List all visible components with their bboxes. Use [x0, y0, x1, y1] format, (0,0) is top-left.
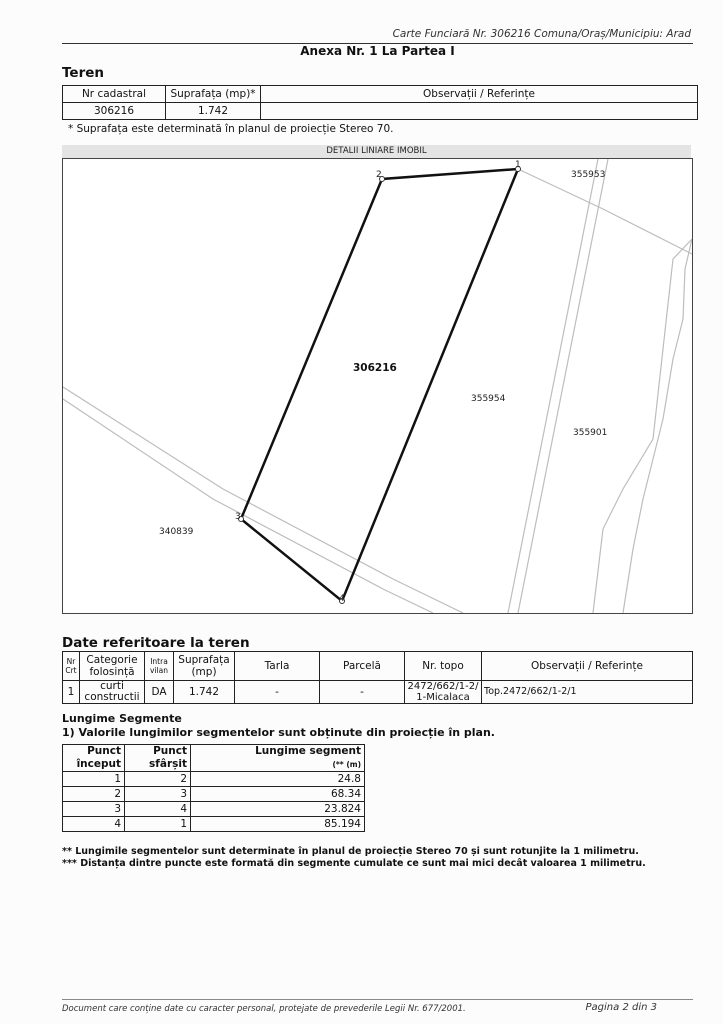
- segmente-title: Lungime Segmente: [62, 712, 182, 725]
- teren-table: [62, 85, 698, 120]
- seg-start: 1: [63, 772, 125, 787]
- col-header-lungime: [191, 745, 365, 772]
- seg-end: 2: [125, 772, 191, 787]
- col-header-suprafata: Suprafața (mp): [174, 652, 235, 681]
- col-header-categorie: Categorie folosință: [80, 652, 145, 681]
- row-nr-crt: 1: [63, 681, 80, 704]
- row-suprafata: 1.742: [174, 681, 235, 704]
- lungime-label: Lungime segment: [255, 745, 361, 757]
- map-drawing: [63, 159, 692, 613]
- col-header-parcela: Parcelă: [320, 652, 405, 681]
- seg-end: 4: [125, 802, 191, 817]
- neighbor-label-355953: 355953: [571, 170, 606, 180]
- seg-end: 3: [125, 787, 191, 802]
- page-number: Pagina 2 din 3: [585, 1002, 657, 1013]
- seg-len: 68.34: [191, 787, 365, 802]
- segmente-note-distanta: *** Distanța dintre puncte este formată din segmente cumulate ce sunt mai mici decât valoarea 1 milimetru.: [62, 858, 646, 869]
- seg-start: 2: [63, 787, 125, 802]
- col-header-cadastral: Nr cadastral: [63, 86, 166, 103]
- segmente-table: [62, 744, 365, 832]
- seg-start: 3: [63, 802, 125, 817]
- point-label-1: 1: [515, 160, 521, 170]
- row-parcela: -: [320, 681, 405, 704]
- row-categorie: curti constructii: [80, 681, 145, 704]
- row-observatii: Top.2472/662/1-2/1: [482, 681, 693, 704]
- neighbor-label-340839: 340839: [159, 527, 194, 537]
- table-row: [63, 787, 365, 802]
- section-title-teren: Teren: [62, 65, 104, 81]
- suprafata-value: 1.742: [166, 103, 261, 120]
- cadastral-value: 306216: [63, 103, 166, 120]
- header-carte-funciara: Carte Funciară Nr. 306216 Comuna/Oraș/Municipiu: Arad: [392, 28, 691, 40]
- row-tarla: -: [235, 681, 320, 704]
- segmente-subtitle: 1) Valorile lungimilor segmentelor sunt obținute din proiecție în plan.: [62, 726, 495, 739]
- parcel-label: 306216: [353, 362, 397, 374]
- date-teren-table: [62, 651, 693, 704]
- footer-divider: [62, 999, 693, 1000]
- point-label-2: 2: [376, 170, 382, 180]
- col-header-punct-sfarsit: Punct sfârșit: [125, 745, 191, 772]
- neighbor-label-355901: 355901: [573, 428, 608, 438]
- seg-end: 1: [125, 817, 191, 832]
- suprafata-note: * Suprafața este determinată în planul de proiecție Stereo 70.: [68, 123, 394, 135]
- segmente-note-rotunjire: ** Lungimile segmentelor sunt determinate în planul de proiecție Stereo 70 și sunt rotunjite la 1 milimetru.: [62, 846, 639, 857]
- col-header-observatii: Observații / Referințe: [261, 86, 698, 103]
- col-header-tarla: Tarla: [235, 652, 320, 681]
- detalii-liniare-bar: DETALII LINIARE IMOBIL: [62, 145, 691, 159]
- col-header-observatii: Observații / Referințe: [482, 652, 693, 681]
- neighbor-label-355954: 355954: [471, 394, 506, 404]
- lungime-unit: (** (m): [332, 760, 361, 769]
- row-intravilan: DA: [145, 681, 174, 704]
- seg-len: 24.8: [191, 772, 365, 787]
- table-row: [63, 802, 365, 817]
- row-nr-topo: 2472/662/1-2/1-Micalaca: [405, 681, 482, 704]
- seg-start: 4: [63, 817, 125, 832]
- seg-len: 85.194: [191, 817, 365, 832]
- cadastral-map: [62, 158, 693, 614]
- point-label-3: 3: [235, 512, 241, 522]
- footer-legal-notice: Document care conține date cu caracter personal, protejate de prevederile Legii Nr. 677/2001.: [62, 1004, 466, 1014]
- col-header-nr-crt: Nr Crt: [63, 652, 80, 681]
- section-title-date-teren: Date referitoare la teren: [62, 635, 250, 651]
- col-header-intravilan: Intra vilan: [145, 652, 174, 681]
- seg-len: 23.824: [191, 802, 365, 817]
- col-header-punct-inceput: Punct început: [63, 745, 125, 772]
- point-label-4: 4: [339, 594, 345, 604]
- table-row: [63, 772, 365, 787]
- annex-title: Anexa Nr. 1 La Partea I: [300, 44, 455, 58]
- col-header-suprafata: Suprafața (mp)*: [166, 86, 261, 103]
- table-row: [63, 817, 365, 832]
- observatii-value: [261, 103, 698, 120]
- col-header-nr-topo: Nr. topo: [405, 652, 482, 681]
